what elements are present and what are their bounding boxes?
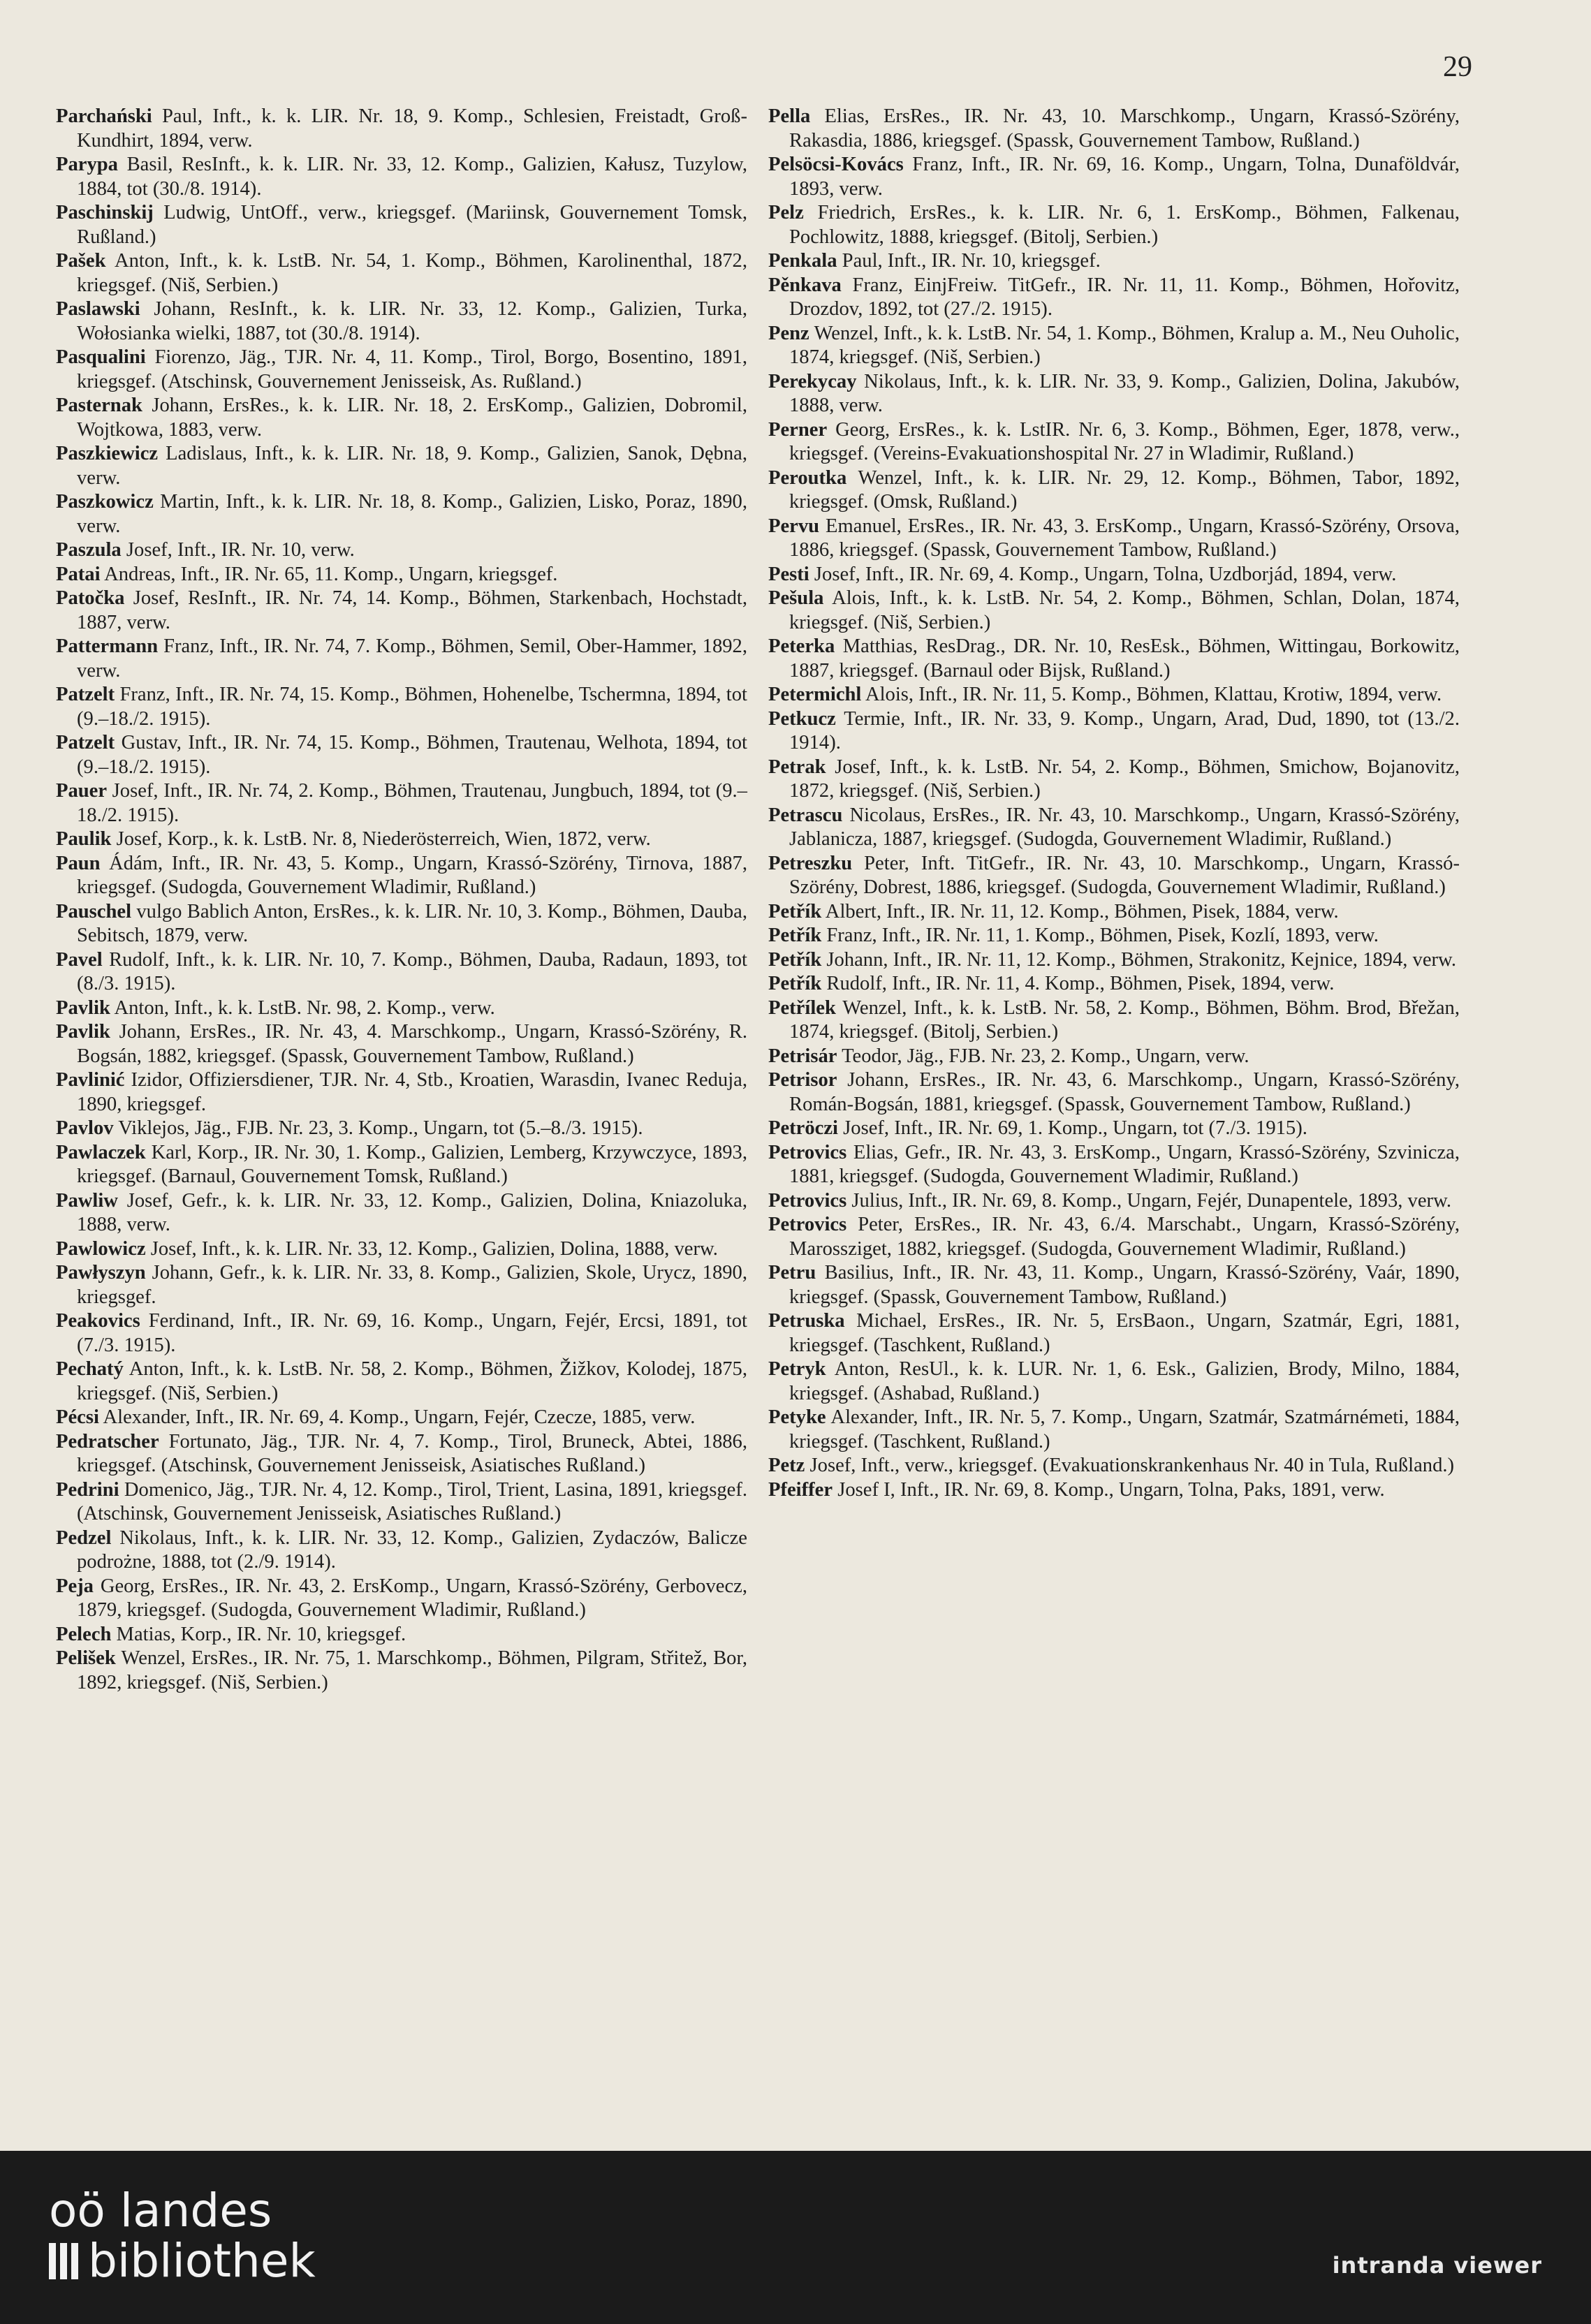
entry-surname: Pervu [768, 515, 820, 537]
entry-surname: Perner [768, 418, 828, 441]
list-entry [56, 1309, 747, 1358]
list-entry [768, 948, 1460, 973]
entry-details: Basilius, Inft., IR. Nr. 43, 11. Komp., Ungarn, Krassó-Szörény, Vaár, 1890, kriegsgef. (Spassk, Gouvernement Tambow, Rußland.) [789, 1262, 1460, 1308]
right-column [768, 105, 1460, 1502]
entry-details: Josef, Inft., IR. Nr. 74, 2. Komp., Böhmen, Trautenau, Jungbuch, 1894, tot (9.–18./2. 1915). [77, 780, 747, 826]
entry-surname: Pauschel [56, 900, 132, 922]
entry-details: Johann, ErsRes., IR. Nr. 43, 4. Marschkomp., Ungarn, Krassó-Szörény, R. Bogsán, 1882, kriegsgef. (Spassk, Gouvernement Tambow, Rußland.) [77, 1021, 747, 1067]
entry-details: Domenico, Jäg., TJR. Nr. 4, 12. Komp., Tirol, Trient, Lasina, 1891, kriegsgef. (Atschinsk, Gouvernement Jenisseisk, Asiatisches Rußland.) [77, 1478, 747, 1524]
list-entry [768, 683, 1460, 707]
entry-surname: Penz [768, 322, 809, 344]
list-entry [768, 852, 1460, 900]
list-entry [56, 1117, 747, 1141]
entry-details: vulgo Bablich Anton, ErsRes., k. k. LIR. Nr. 10, 3. Komp., Böhmen, Dauba, Sebitsch, 1879, verw. [77, 900, 747, 946]
list-entry [56, 538, 747, 563]
entry-surname: Pavlov [56, 1117, 114, 1139]
list-entry [768, 105, 1460, 153]
list-entry [768, 804, 1460, 852]
entry-surname: Pawłyszyn [56, 1262, 146, 1284]
list-entry [56, 587, 747, 635]
list-entry [56, 852, 747, 900]
entry-surname: Patzelt [56, 732, 115, 753]
entry-details: Paul, Inft., k. k. LIR. Nr. 18, 9. Komp., Schlesien, Freistadt, Groß-Kundhirt, 1894, verw. [77, 105, 747, 152]
entry-details: Basil, ResInft., k. k. LIR. Nr. 33, 12. Komp., Galizien, Kałusz, Tuzylow, 1884, tot (30./8. 1914). [77, 154, 747, 200]
entry-details: Josef, Inft., k. k. LIR. Nr. 33, 12. Komp., Galizien, Dolina, 1888, verw. [150, 1237, 718, 1260]
entry-surname: Parypa [56, 154, 118, 175]
entry-surname: Pella [768, 105, 811, 127]
entry-details: Peter, Inft. TitGefr., IR. Nr. 43, 10. Marschkomp., Ungarn, Krassó-Szörény, Dobrest, 1886, kriegsgef. (Sudogda, Gouvernement Wladimir, Rußland.) [789, 852, 1460, 898]
entry-details: Karl, Korp., IR. Nr. 30, 1. Komp., Galizien, Lemberg, Krzywczyce, 1893, kriegsgef. (Barnaul, Gouvernement Tomsk, Rußland.) [77, 1141, 747, 1187]
list-entry [768, 515, 1460, 563]
list-entry [768, 563, 1460, 587]
page-number: 29 [1443, 51, 1472, 83]
entry-surname: Petz [768, 1455, 805, 1476]
entry-surname: Pawliw [56, 1189, 118, 1212]
entry-surname: Petermichl [768, 684, 862, 705]
entry-surname: Petyke [768, 1406, 826, 1428]
entry-surname: Patzelt [56, 684, 115, 705]
list-entry [768, 249, 1460, 274]
entry-surname: Pedrini [56, 1478, 119, 1501]
entry-surname: Paun [56, 852, 101, 874]
list-entry [56, 1406, 747, 1430]
viewer-footer [0, 2151, 1591, 2324]
list-entry [768, 1141, 1460, 1189]
entry-surname: Pavel [56, 948, 103, 971]
list-entry [56, 442, 747, 490]
entry-details: Andreas, Inft., IR. Nr. 65, 11. Komp., Ungarn, kriegsgef. [104, 563, 558, 585]
entry-surname: Perekycay [768, 370, 857, 392]
entry-surname: Pavlik [56, 996, 110, 1019]
entry-surname: Petröczi [768, 1117, 838, 1139]
list-entry [768, 635, 1460, 683]
entry-details: Georg, ErsRes., k. k. LstIR. Nr. 6, 3. Komp., Böhmen, Eger, 1878, verw., kriegsgef. (Vereins-Evakuationshospital Nr. 27 in Wladimir, Rußland.) [789, 418, 1460, 464]
list-entry [56, 394, 747, 442]
list-entry [56, 1623, 747, 1647]
entry-details: Nicolaus, ErsRes., IR. Nr. 43, 10. Marschkomp., Ungarn, Krassó-Szörény, Jablanicza, 1887, kriegsgef. (Sudogda, Gouvernement Wladimir, Rußland.) [789, 804, 1460, 850]
list-entry [56, 297, 747, 346]
library-logo[interactable] [49, 2186, 316, 2286]
entry-details: Michael, ErsRes., IR. Nr. 5, ErsBaon., Ungarn, Szatmár, Egri, 1881, kriegsgef. (Taschkent, Rußland.) [789, 1310, 1460, 1356]
entry-surname: Petřík [768, 948, 822, 971]
entry-details: Franz, Inft., IR. Nr. 11, 1. Komp., Böhmen, Pisek, Kozlí, 1893, verw. [826, 925, 1379, 946]
list-entry [768, 1478, 1460, 1503]
entry-details: Anton, Inft., k. k. LstB. Nr. 98, 2. Komp., verw. [114, 996, 495, 1019]
entry-surname: Peterka [768, 635, 835, 657]
entry-surname: Petrisár [768, 1045, 837, 1067]
entry-details: Rudolf, Inft., IR. Nr. 11, 4. Komp., Böhmen, Pisek, 1894, verw. [826, 973, 1335, 994]
list-entry [768, 587, 1460, 635]
entry-details: Wenzel, Inft., k. k. LIR. Nr. 29, 12. Komp., Böhmen, Tabor, 1892, kriegsgef. (Omsk, Rußland.) [789, 466, 1460, 513]
entry-details: Anton, Inft., k. k. LstB. Nr. 58, 2. Komp., Böhmen, Žižkov, Kolodej, 1875, kriegsgef. (Niš, Serbien.) [77, 1358, 747, 1404]
entry-details: Alois, Inft., k. k. LstB. Nr. 54, 2. Komp., Böhmen, Schlan, Dolan, 1874, kriegsgef. (Niš, Serbien.) [789, 587, 1460, 633]
list-entry [56, 1358, 747, 1406]
list-entry [56, 731, 747, 779]
entry-surname: Paszkowicz [56, 491, 154, 513]
list-entry [768, 924, 1460, 948]
list-entry [768, 900, 1460, 925]
bars-icon [49, 2243, 78, 2279]
entry-details: Johann, Inft., IR. Nr. 11, 12. Komp., Böhmen, Strakonitz, Kejnice, 1894, verw. [826, 948, 1456, 971]
entry-surname: Petrak [768, 756, 826, 778]
list-entry [56, 900, 747, 948]
list-entry [768, 466, 1460, 515]
list-entry [768, 996, 1460, 1045]
entry-surname: Pašek [56, 250, 106, 272]
entry-details: Wenzel, Inft., k. k. LstB. Nr. 58, 2. Komp., Böhmen, Böhm. Brod, Břežan, 1874, kriegsgef. (Bitolj, Serbien.) [789, 996, 1460, 1043]
list-entry [56, 346, 747, 394]
entry-details: Johann, ResInft., k. k. LIR. Nr. 33, 12. Komp., Galizien, Turka, Wołosianka wielki, 1887, tot (30./8. 1914). [77, 298, 747, 344]
entry-surname: Pasqualini [56, 346, 146, 368]
entry-surname: Paulik [56, 828, 112, 850]
entry-details: Julius, Inft., IR. Nr. 69, 8. Komp., Ungarn, Fejér, Dunapentele, 1893, verw. [851, 1189, 1452, 1212]
list-entry [768, 1261, 1460, 1309]
entry-details: Teodor, Jäg., FJB. Nr. 23, 2. Komp., Ungarn, verw. [842, 1045, 1249, 1067]
entry-details: Emanuel, ErsRes., IR. Nr. 43, 3. ErsKomp., Ungarn, Krassó-Szörény, Orsova, 1886, kriegsgef. (Spassk, Gouvernement Tambow, Rußland.) [789, 515, 1460, 561]
entry-details: Georg, ErsRes., IR. Nr. 43, 2. ErsKomp., Ungarn, Krassó-Szörény, Gerbovecz, 1879, kriegsgef. (Sudogda, Gouvernement Wladimir, Rußland.) [77, 1575, 747, 1621]
entry-surname: Pechatý [56, 1358, 124, 1380]
list-entry [768, 972, 1460, 996]
list-entry [56, 996, 747, 1021]
entry-details: Gustav, Inft., IR. Nr. 74, 15. Komp., Böhmen, Trautenau, Welhota, 1894, tot (9.–18./2. 1915). [77, 732, 747, 778]
entry-surname: Pelech [56, 1623, 112, 1645]
list-entry [768, 1189, 1460, 1214]
entry-details: Matias, Korp., IR. Nr. 10, kriegsgef. [116, 1623, 406, 1645]
entry-surname: Paszkiewicz [56, 443, 159, 464]
entry-details: Alexander, Inft., IR. Nr. 5, 7. Komp., Ungarn, Szatmár, Szatmárnémeti, 1884, kriegsgef. (Taschkent, Rußland.) [789, 1406, 1460, 1452]
entry-details: Ádám, Inft., IR. Nr. 43, 5. Komp., Ungarn, Krassó-Szörény, Tirnova, 1887, kriegsgef. (Sudogda, Gouvernement Wladimir, Rußland.) [77, 852, 747, 898]
entry-details: Franz, Inft., IR. Nr. 74, 15. Komp., Böhmen, Hohenelbe, Tschermna, 1894, tot (9.–18./2. 1915). [77, 684, 747, 730]
entry-details: Anton, Inft., k. k. LstB. Nr. 54, 1. Komp., Böhmen, Karolinenthal, 1872, kriegsgef. (Niš, Serbien.) [77, 250, 747, 296]
list-entry [768, 1309, 1460, 1358]
list-entry [56, 779, 747, 828]
entry-surname: Petřík [768, 900, 822, 922]
entry-details: Johann, ErsRes., k. k. LIR. Nr. 18, 2. ErsKomp., Galizien, Dobromil, Wojtkowa, 1883, verw. [77, 395, 747, 441]
entry-surname: Petrovics [768, 1214, 847, 1235]
entry-details: Franz, EinjFreiw. TitGefr., IR. Nr. 11, 11. Komp., Böhmen, Hořovitz, Drozdov, 1892, tot (27./2. 1915). [789, 274, 1460, 320]
list-entry [768, 1358, 1460, 1406]
entry-surname: Patočka [56, 587, 125, 609]
list-entry [56, 1141, 747, 1189]
entry-surname: Pawlaczek [56, 1141, 146, 1163]
entry-details: Albert, Inft., IR. Nr. 11, 12. Komp., Böhmen, Pisek, 1884, verw. [825, 900, 1339, 922]
entry-details: Fiorenzo, Jäg., TJR. Nr. 4, 11. Komp., Tirol, Borgo, Bosentino, 1891, kriegsgef. (Atschinsk, Gouvernement Jenisseisk, As. Rußland.) [77, 346, 747, 392]
entry-details: Nikolaus, Inft., k. k. LIR. Nr. 33, 12. Komp., Galizien, Zydaczów, Balicze podrożne, 1888, tot (2./9. 1914). [77, 1527, 747, 1573]
entry-surname: Peakovics [56, 1310, 140, 1332]
list-entry [56, 1068, 747, 1117]
list-entry [56, 490, 747, 538]
entry-details: Fortunato, Jäg., TJR. Nr. 4, 7. Komp., Tirol, Bruneck, Abtei, 1886, kriegsgef. (Atschinsk, Gouvernement Jenisseisk, Asiatisches Rußland.) [77, 1430, 747, 1476]
entry-surname: Pedzel [56, 1527, 112, 1549]
entry-surname: Paschinskij [56, 202, 154, 223]
list-entry [56, 153, 747, 201]
list-entry [768, 1213, 1460, 1261]
list-entry [56, 948, 747, 996]
list-entry [56, 1527, 747, 1575]
entry-surname: Pěnkava [768, 274, 842, 296]
entry-surname: Petru [768, 1262, 816, 1284]
list-entry [56, 1237, 747, 1262]
entry-details: Nikolaus, Inft., k. k. LIR. Nr. 33, 9. Komp., Galizien, Dolina, Jakubów, 1888, verw. [789, 370, 1460, 416]
logo-line-1: oö landes [49, 2184, 272, 2237]
entry-surname: Pešula [768, 587, 824, 609]
list-entry [768, 274, 1460, 322]
entry-surname: Pfeiffer [768, 1478, 833, 1501]
entry-details: Franz, Inft., IR. Nr. 69, 16. Komp., Ungarn, Tolna, Dunaföldvár, 1893, verw. [789, 154, 1460, 200]
list-entry [768, 756, 1460, 804]
entry-details: Friedrich, ErsRes., k. k. LIR. Nr. 6, 1. ErsKomp., Böhmen, Falkenau, Pochlowitz, 1888, kriegsgef. (Bitolj, Serbien.) [789, 202, 1460, 248]
entry-details: Rudolf, Inft., k. k. LIR. Nr. 10, 7. Komp., Böhmen, Dauba, Radaun, 1893, tot (8./3. 1915). [77, 948, 748, 994]
entry-details: Wenzel, ErsRes., IR. Nr. 75, 1. Marschkomp., Böhmen, Pilgram, Střitež, Bor, 1892, kriegsgef. (Niš, Serbien.) [77, 1647, 748, 1693]
list-entry [56, 1189, 747, 1237]
viewer-brand[interactable]: intranda viewer [1332, 2252, 1542, 2279]
entry-surname: Petkucz [768, 707, 836, 730]
list-entry [768, 1406, 1460, 1454]
entry-surname: Parchański [56, 105, 152, 127]
entry-details: Josef, Inft., IR. Nr. 69, 4. Komp., Ungarn, Tolna, Uzdborjád, 1894, verw. [814, 563, 1397, 585]
entry-surname: Pasternak [56, 395, 142, 416]
entry-details: Josef, Korp., k. k. LstB. Nr. 8, Niederösterreich, Wien, 1872, verw. [116, 828, 651, 850]
entry-surname: Pavlik [56, 1021, 110, 1043]
entry-details: Johann, Gefr., k. k. LIR. Nr. 33, 8. Komp., Galizien, Skole, Urycz, 1890, kriegsgef. [77, 1262, 748, 1308]
list-entry [768, 418, 1460, 466]
entry-surname: Petřílek [768, 996, 836, 1019]
list-entry [56, 201, 747, 249]
entry-details: Josef, ResInft., IR. Nr. 74, 14. Komp., Böhmen, Starkenbach, Hochstadt, 1887, verw. [77, 587, 747, 633]
entry-surname: Pesti [768, 563, 809, 585]
entry-surname: Pelsöcsi-Kovács [768, 154, 904, 175]
list-entry [768, 322, 1460, 370]
entry-details: Alexander, Inft., IR. Nr. 69, 4. Komp., Ungarn, Fejér, Czecze, 1885, verw. [103, 1406, 696, 1428]
entry-surname: Pécsi [56, 1406, 99, 1428]
logo-line-2: bibliothek [88, 2234, 316, 2288]
list-entry [56, 1647, 747, 1695]
entry-details: Martin, Inft., k. k. LIR. Nr. 18, 8. Komp., Galizien, Lisko, Poraz, 1890, verw. [77, 491, 747, 537]
entry-surname: Pelz [768, 202, 804, 223]
list-entry [56, 683, 747, 731]
entry-surname: Pedratscher [56, 1430, 159, 1452]
entry-surname: Penkala [768, 250, 837, 272]
entry-details: Elias, ErsRes., IR. Nr. 43, 10. Marschkomp., Ungarn, Krassó-Szörény, Rakasdia, 1886, kriegsgef. (Spassk, Gouvernement Tambow, Rußland.) [789, 105, 1460, 152]
entry-surname: Petruska [768, 1310, 845, 1332]
list-entry [56, 1575, 747, 1623]
entry-details: Ludwig, UntOff., verw., kriegsgef. (Mariinsk, Gouvernement Tomsk, Rußland.) [77, 202, 747, 248]
entry-surname: Peja [56, 1575, 94, 1597]
list-entry [56, 563, 747, 587]
entry-details: Izidor, Offiziersdiener, TJR. Nr. 4, Stb., Kroatien, Warasdin, Ivanec Reduja, 1890, kriegsgef. [77, 1069, 747, 1115]
entry-surname: Pawlowicz [56, 1237, 146, 1260]
entry-surname: Pelišek [56, 1647, 116, 1669]
entry-details: Josef, Gefr., k. k. LIR. Nr. 33, 12. Komp., Galizien, Dolina, Kniazoluka, 1888, verw. [77, 1189, 747, 1235]
entry-surname: Petrisor [768, 1069, 837, 1091]
entry-surname: Pauer [56, 780, 108, 802]
entry-details: Josef, Inft., k. k. LstB. Nr. 54, 2. Komp., Böhmen, Smichow, Bojanovitz, 1872, kriegsgef. (Niš, Serbien.) [789, 756, 1460, 802]
list-entry [768, 201, 1460, 249]
entry-details: Wenzel, Inft., k. k. LstB. Nr. 54, 1. Komp., Böhmen, Kralup a. M., Neu Ouholic, 1874, kriegsgef. (Niš, Serbien.) [789, 322, 1460, 368]
entry-details: Termie, Inft., IR. Nr. 33, 9. Komp., Ungarn, Arad, Dud, 1890, tot (13./2. 1914). [789, 707, 1460, 753]
entry-details: Peter, ErsRes., IR. Nr. 43, 6./4. Marschabt., Ungarn, Krassó-Szörény, Marossziget, 1882, kriegsgef. (Sudogda, Gouvernement Wladimir, Rußland.) [789, 1214, 1460, 1260]
entry-surname: Petreszku [768, 852, 853, 874]
entry-surname: Petryk [768, 1358, 826, 1380]
entry-surname: Petrascu [768, 804, 843, 826]
entry-details: Matthias, ResDrag., DR. Nr. 10, ResEsk., Böhmen, Wittingau, Borkowitz, 1887, kriegsgef. (Barnaul oder Bijsk, Rußland.) [789, 635, 1460, 682]
entry-details: Paul, Inft., IR. Nr. 10, kriegsgef. [842, 250, 1101, 272]
entry-surname: Paszula [56, 539, 122, 561]
list-entry [768, 1068, 1460, 1117]
list-entry [56, 105, 747, 153]
entry-surname: Patai [56, 563, 101, 585]
entry-details: Josef I, Inft., IR. Nr. 69, 8. Komp., Ungarn, Tolna, Paks, 1891, verw. [837, 1478, 1385, 1501]
entry-surname: Petrovics [768, 1141, 847, 1163]
list-entry [56, 1020, 747, 1068]
list-entry [768, 153, 1460, 201]
entry-details: Josef, Inft., verw., kriegsgef. (Evakuationskrankenhaus Nr. 40 in Tula, Rußland.) [809, 1455, 1455, 1476]
entry-surname: Pavlinić [56, 1069, 125, 1091]
list-entry [56, 635, 747, 683]
entry-surname: Peroutka [768, 466, 847, 489]
list-entry [56, 249, 747, 297]
list-entry [768, 1117, 1460, 1141]
list-entry [768, 1454, 1460, 1478]
list-entry [56, 1261, 747, 1309]
left-column [56, 105, 747, 1695]
entry-surname: Petřík [768, 925, 822, 946]
entry-surname: Paslawski [56, 298, 140, 320]
list-entry [56, 828, 747, 852]
entry-details: Johann, ErsRes., IR. Nr. 43, 6. Marschkomp., Ungarn, Krassó-Szörény, Román-Bogsán, 1881, kriegsgef. (Spassk, Gouvernement Tambow, Rußland.) [789, 1069, 1460, 1115]
entry-details: Ladislaus, Inft., k. k. LIR. Nr. 18, 9. Komp., Galizien, Sanok, Dębna, verw. [77, 443, 747, 489]
entry-details: Franz, Inft., IR. Nr. 74, 7. Komp., Böhmen, Semil, Ober-Hammer, 1892, verw. [77, 635, 748, 682]
entry-details: Josef, Inft., IR. Nr. 10, verw. [126, 539, 355, 561]
entry-details: Anton, ResUl., k. k. LUR. Nr. 1, 6. Esk., Galizien, Brody, Milno, 1884, kriegsgef. (Ashabad, Rußland.) [789, 1358, 1460, 1404]
entry-details: Alois, Inft., IR. Nr. 11, 5. Komp., Böhmen, Klattau, Krotiw, 1894, verw. [865, 684, 1442, 705]
list-entry [56, 1478, 747, 1527]
entry-details: Viklejos, Jäg., FJB. Nr. 23, 3. Komp., Ungarn, tot (5.–8./3. 1915). [118, 1117, 643, 1139]
list-entry [768, 370, 1460, 418]
entry-surname: Pattermann [56, 635, 159, 657]
entry-surname: Petrovics [768, 1189, 847, 1212]
entry-details: Elias, Gefr., IR. Nr. 43, 3. ErsKomp., Ungarn, Krassó-Szörény, Szvinicza, 1881, kriegsgef. (Sudogda, Gouvernement Wladimir, Rußland.) [789, 1141, 1460, 1187]
list-entry [56, 1430, 747, 1478]
list-entry [768, 707, 1460, 756]
entry-surname: Petřík [768, 973, 822, 994]
list-entry [768, 1045, 1460, 1069]
entry-details: Josef, Inft., IR. Nr. 69, 1. Komp., Ungarn, tot (7./3. 1915). [843, 1117, 1307, 1139]
entry-details: Ferdinand, Inft., IR. Nr. 69, 16. Komp., Ungarn, Fejér, Ercsi, 1891, tot (7./3. 1915). [77, 1310, 747, 1356]
